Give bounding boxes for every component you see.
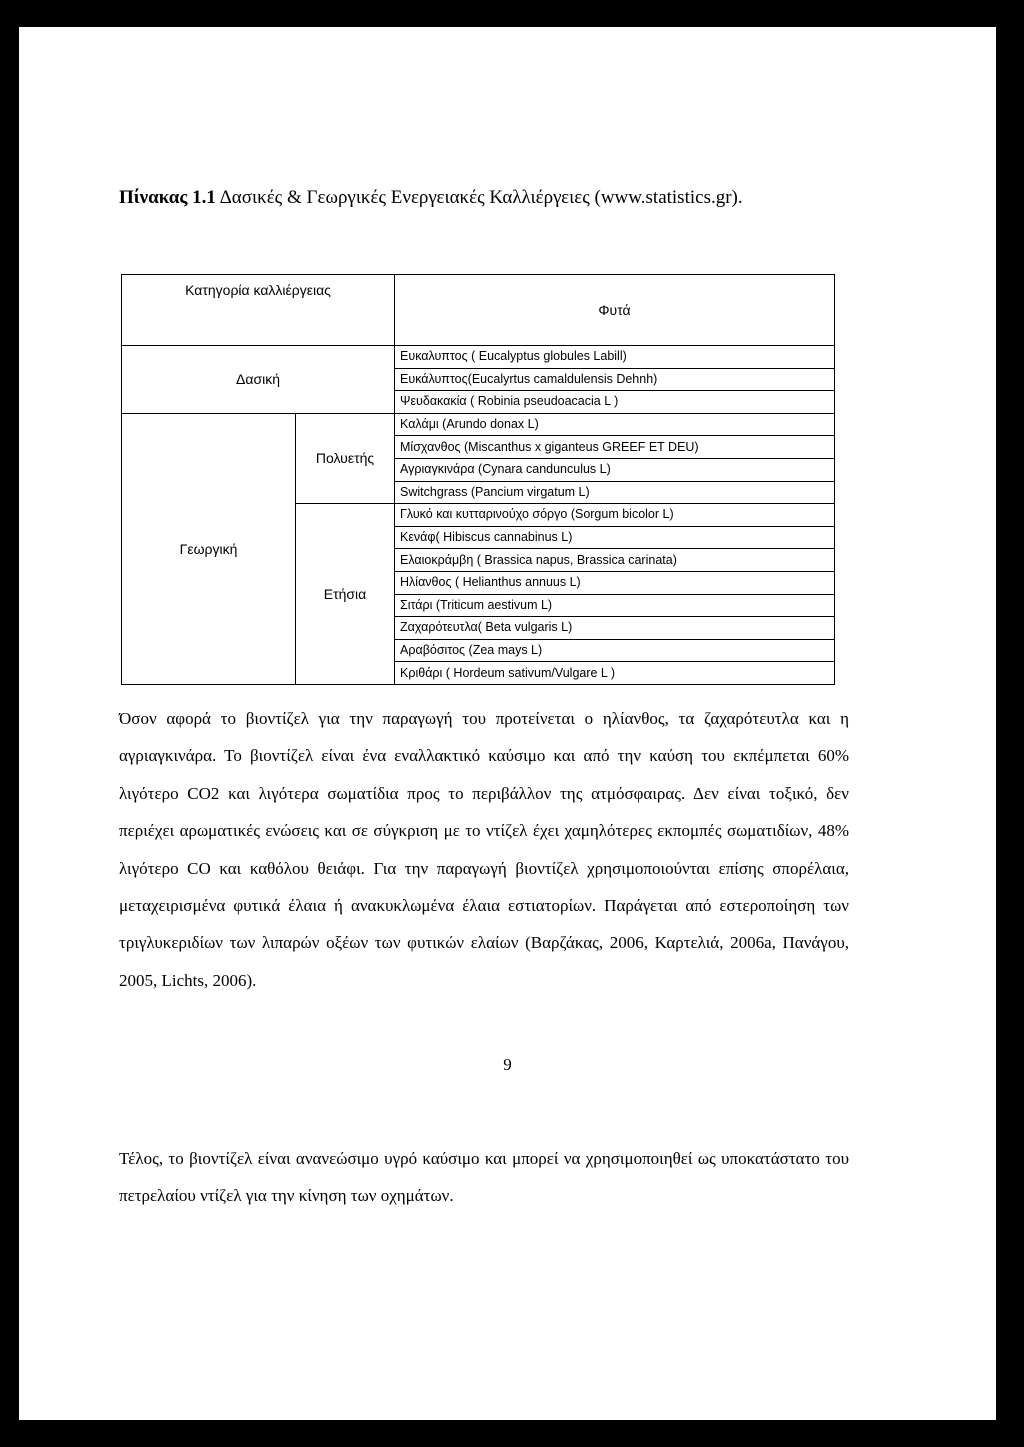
plant-cell: Κριθάρι ( Hordeum sativum/Vulgare L ) xyxy=(395,662,835,685)
plant-cell: Αγριαγκινάρα (Cynara candunculus L) xyxy=(395,458,835,481)
page-number: 9 xyxy=(503,1055,512,1074)
plant-cell: Ευκάλυπτος(Eucalyrtus camaldulensis Dehnh) xyxy=(395,368,835,391)
body-paragraph: Τέλος, το βιοντίζελ είναι ανανεώσιμο υγρό καύσιμο και μπορεί να χρησιμοποιηθεί ως υποκατάστατο του πετρελαίου ντίζελ για την κίνηση των οχημάτων. xyxy=(119,1149,849,1206)
document-page xyxy=(19,27,996,1420)
subcategory-perennial: Πολυετής xyxy=(296,413,395,503)
plant-cell: Ηλίανθος ( Helianthus annuus L) xyxy=(395,571,835,594)
category-agricultural: Γεωργική xyxy=(122,413,296,684)
plant-cell: Καλάμι (Arundo donax L) xyxy=(395,413,835,436)
plant-cell: Αραβόσιτος (Zea mays L) xyxy=(395,639,835,662)
table-row xyxy=(122,413,835,436)
plant-cell: Ελαιοκράμβη ( Brassica napus, Brassica carinata) xyxy=(395,549,835,572)
plant-cell: Σιτάρι (Triticum aestivum L) xyxy=(395,594,835,617)
plant-cell: Ευκαλυπτος ( Eucalyptus globules Labill) xyxy=(395,346,835,369)
table-caption-text: Δασικές & Γεωργικές Ενεργειακές Καλλιέργειες (www.statistics.gr). xyxy=(219,187,743,208)
table-row xyxy=(122,346,835,369)
table-caption xyxy=(119,187,743,209)
subcategory-annual: Ετήσια xyxy=(296,504,395,685)
plant-cell: Ψευδακακία ( Robinia pseudoacacia L ) xyxy=(395,391,835,414)
table-caption-label: Πίνακας 1.1 xyxy=(119,187,216,208)
plant-cell: Κενάφ( Hibiscus cannabinus L) xyxy=(395,526,835,549)
table-header-row xyxy=(122,275,835,346)
header-category-label: Κατηγορία καλλιέργειας xyxy=(185,282,331,298)
category-forest: Δασική xyxy=(122,346,395,414)
body-paragraph: Όσον αφορά το βιοντίζελ για την παραγωγή του προτείνεται ο ηλίανθος, τα ζαχαρότευτλα και η αγριαγκινάρα. Το βιοντίζελ είναι ένα εναλλακτικό καύσιμο και από την καύση του εκπέμπεται 60% λιγότερο CO2 και λιγότερα σωματίδια προς το περιβάλλον της ατμόσφαιρας. Δεν είναι τοξικό, δεν περιέχει αρωματικές ενώσεις και σε σύγκριση με το ντίζελ έχει χαμηλότερες εκπομπές σωματιδίων, 48% λιγότερο CO και καθόλου θειάφι. Για την παραγωγή βιοντίζελ χρησιμοποιούνται επίσης σπορέλαια, μεταχειρισμένα φυτικά έλαια ή ανακυκλωμένα έλαια εστιατορίων. Παράγεται από εστεροποίηση των τριγλυκεριδίων των λιπαρών οξέων των φυτικών ελαίων (Βαρζάκας, 2006, Καρτελιά, 2006a, Πανάγου, 2005, Lichts, 2006). xyxy=(119,709,849,990)
header-plants: Φυτά xyxy=(395,275,835,346)
energy-crops-table xyxy=(121,274,835,685)
plant-cell: Switchgrass (Pancium virgatum L) xyxy=(395,481,835,504)
plant-cell: Μίσχανθος (Miscanthus x giganteus GREEF ET DEU) xyxy=(395,436,835,459)
plant-cell: Γλυκό και κυτταρινούχο σόργο (Sorgum bicolor L) xyxy=(395,504,835,527)
header-category xyxy=(122,275,395,346)
plant-cell: Ζαχαρότευτλα( Beta vulgaris L) xyxy=(395,617,835,640)
